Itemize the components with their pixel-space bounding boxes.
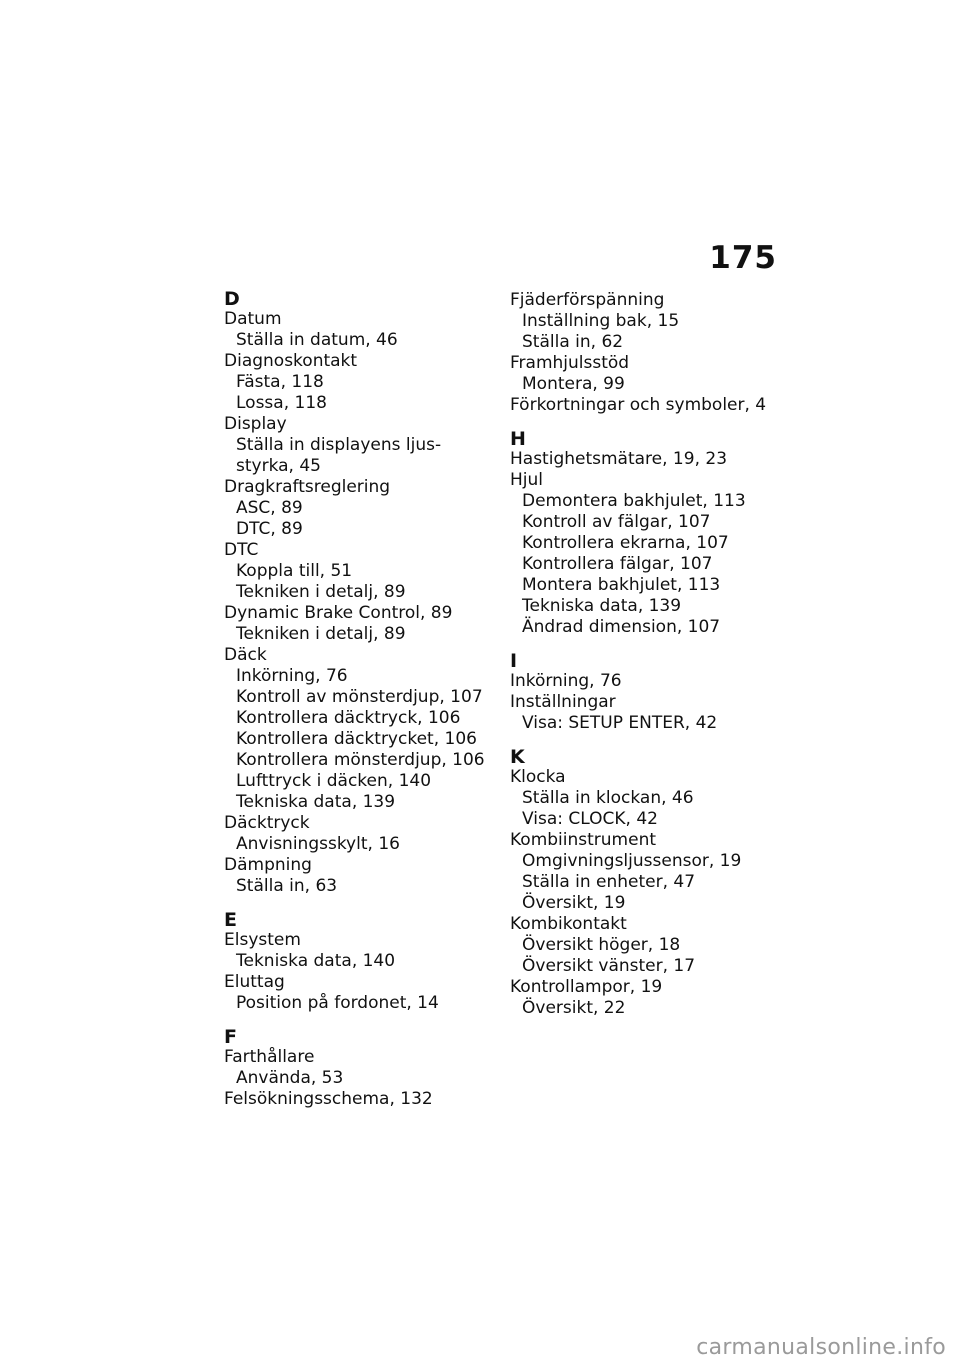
index-subterm: Ställa in klockan, 46 bbox=[522, 788, 694, 808]
index-term: Hastighetsmätare, 19, 23 bbox=[510, 449, 728, 469]
index-subterm: Tekniken i detalj, 89 bbox=[236, 624, 406, 644]
index-section-letter: D bbox=[224, 288, 240, 310]
index-subterm: Lossa, 118 bbox=[236, 393, 327, 413]
index-subterm: Ändrad dimension, 107 bbox=[522, 617, 721, 637]
index-section-letter: I bbox=[510, 650, 518, 672]
index-term: Eluttag bbox=[224, 972, 285, 992]
index-subterm: Kontrollera däcktryck, 106 bbox=[236, 708, 461, 728]
index-subterm: Visa: SETUP ENTER, 42 bbox=[522, 713, 718, 733]
index-term: Kombiinstrument bbox=[510, 830, 657, 850]
index-term: Diagnoskontakt bbox=[224, 351, 358, 371]
index-term: Inkörning, 76 bbox=[510, 671, 622, 691]
index-subterm: Inställning bak, 15 bbox=[522, 311, 680, 331]
index-term: Elsystem bbox=[224, 930, 301, 950]
index-subterm: ASC, 89 bbox=[236, 498, 303, 518]
index-subterm: Kontrollera mönsterdjup, 106 bbox=[236, 750, 485, 770]
index-subterm: Tekniken i detalj, 89 bbox=[236, 582, 406, 602]
index-term: Felsökningsschema, 132 bbox=[224, 1089, 433, 1109]
index-term: Dragkraftsreglering bbox=[224, 477, 391, 497]
index-subterm: Ställa in enheter, 47 bbox=[522, 872, 696, 892]
index-subterm: styrka, 45 bbox=[236, 456, 321, 476]
watermark: carmanualsonline.info bbox=[696, 1335, 946, 1360]
index-term: Inställningar bbox=[510, 692, 616, 712]
index-subterm: Kontroll av mönsterdjup, 107 bbox=[236, 687, 483, 707]
index-subterm: Anvisningsskylt, 16 bbox=[236, 834, 400, 854]
index-term: Datum bbox=[224, 309, 282, 329]
index-subterm: Kontrollera däcktrycket, 106 bbox=[236, 729, 477, 749]
index-term: Kombikontakt bbox=[510, 914, 627, 934]
index-subterm: Omgivningsljussensor, 19 bbox=[522, 851, 742, 871]
index-subterm: Översikt vänster, 17 bbox=[522, 956, 696, 976]
index-term: Kontrollampor, 19 bbox=[510, 977, 663, 997]
index-term: Klocka bbox=[510, 767, 566, 787]
index-subterm: Fästa, 118 bbox=[236, 372, 324, 392]
index-subterm: DTC, 89 bbox=[236, 519, 303, 539]
index-subterm: Översikt, 19 bbox=[522, 893, 626, 913]
index-term: Display bbox=[224, 414, 287, 434]
index-subterm: Ställa in, 63 bbox=[236, 876, 338, 896]
index-subterm: Tekniska data, 140 bbox=[236, 951, 396, 971]
index-subterm: Tekniska data, 139 bbox=[522, 596, 682, 616]
index-term: Däck bbox=[224, 645, 267, 665]
index-subterm: Kontrollera ekrarna, 107 bbox=[522, 533, 729, 553]
index-section-letter: E bbox=[224, 909, 237, 931]
index-term: Förkortningar och symboler, 4 bbox=[510, 395, 767, 415]
index-subterm: Inkörning, 76 bbox=[236, 666, 348, 686]
index-term: DTC bbox=[224, 540, 259, 560]
index-column-right bbox=[510, 290, 790, 1019]
index-term: Fjäderförspänning bbox=[510, 290, 665, 310]
index-subterm: Använda, 53 bbox=[236, 1068, 344, 1088]
index-column-left bbox=[224, 290, 514, 1110]
index-section-letter: F bbox=[224, 1026, 237, 1048]
index-subterm: Kontroll av fälgar, 107 bbox=[522, 512, 711, 532]
index-section-letter: H bbox=[510, 428, 526, 450]
index-subterm: Montera, 99 bbox=[522, 374, 625, 394]
index-subterm: Kontrollera fälgar, 107 bbox=[522, 554, 713, 574]
index-term: Dämpning bbox=[224, 855, 312, 875]
index-subterm: Koppla till, 51 bbox=[236, 561, 353, 581]
index-term: Farthållare bbox=[224, 1047, 315, 1067]
index-subterm: Demontera bakhjulet, 113 bbox=[522, 491, 746, 511]
index-subterm: Position på fordonet, 14 bbox=[236, 993, 439, 1013]
index-term: Dynamic Brake Control, 89 bbox=[224, 603, 453, 623]
index-subterm: Lufttryck i däcken, 140 bbox=[236, 771, 432, 791]
index-term: Hjul bbox=[510, 470, 544, 490]
index-term: Framhjulsstöd bbox=[510, 353, 630, 373]
page-number: 175 bbox=[709, 240, 777, 276]
index-subterm: Översikt, 22 bbox=[522, 998, 626, 1018]
index-subterm: Tekniska data, 139 bbox=[236, 792, 396, 812]
index-subterm: Visa: CLOCK, 42 bbox=[522, 809, 658, 829]
index-subterm: Ställa in displayens ljus- bbox=[236, 435, 442, 455]
index-subterm: Ställa in, 62 bbox=[522, 332, 624, 352]
index-subterm: Översikt höger, 18 bbox=[522, 935, 681, 955]
index-subterm: Montera bakhjulet, 113 bbox=[522, 575, 721, 595]
index-section-letter: K bbox=[510, 746, 525, 768]
index-subterm: Ställa in datum, 46 bbox=[236, 330, 398, 350]
index-term: Däcktryck bbox=[224, 813, 310, 833]
